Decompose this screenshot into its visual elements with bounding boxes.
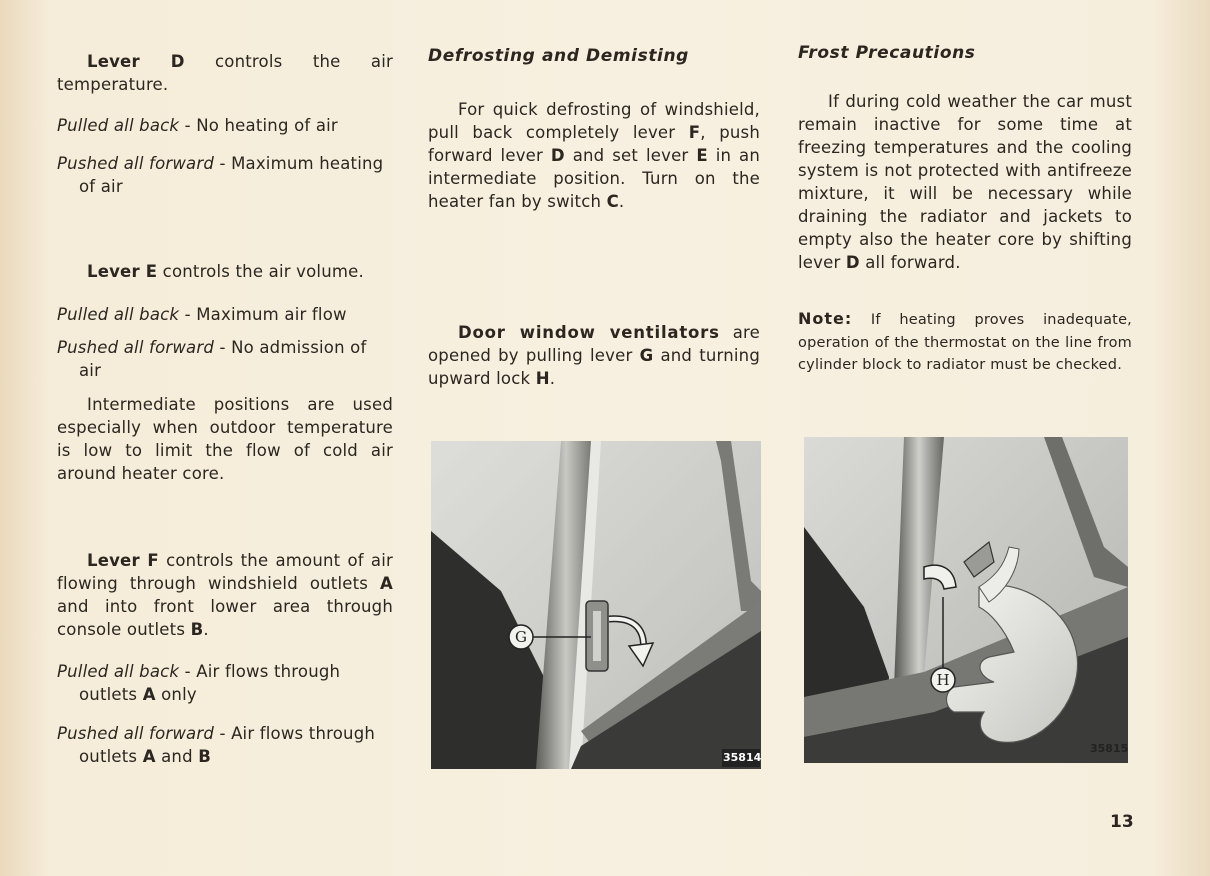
photo-h-number: 35815 <box>1090 742 1128 755</box>
page-number: 13 <box>1110 812 1134 832</box>
lever-f-forward-outlet-a: A <box>142 747 156 766</box>
lever-f-text-2: and into front lower area through console outlets <box>57 597 393 639</box>
column-middle <box>428 45 760 390</box>
column-left <box>57 50 393 768</box>
lever-f-back-label: Pulled all back <box>57 662 180 681</box>
callout-g-label: G <box>515 628 527 646</box>
ventilators-lock-h: H <box>535 369 550 388</box>
lever-f-label: Lever F <box>87 551 159 570</box>
lever-e-text: controls the air volume. <box>162 262 364 281</box>
column-right <box>798 42 1132 377</box>
lever-d-back <box>57 114 393 137</box>
defrost-text-1: For quick defrosting of windshield, pull back completely lever <box>428 100 760 142</box>
defrost-lever-e: E <box>696 146 708 165</box>
lever-d-forward-label: Pushed all forward <box>57 154 215 173</box>
lever-f-back-only: only <box>161 685 197 704</box>
defrost-text-4: in an intermediate position. Turn on the heater fan by switch <box>428 146 761 211</box>
note-label: Note: <box>798 309 853 328</box>
lever-e-forward-label: Pushed all forward <box>57 338 215 357</box>
lever-f-forward-outlet-b: B <box>198 747 212 766</box>
frost-text-1: If during cold weather the car must remain inactive for some time at freezing temperatures and the cooling system is not protected with antifreeze mixture, it will be necessary while draining the radiator and jackets to empty also the heater core by shifting lever <box>798 92 1132 272</box>
ventilators-text-3: . <box>549 369 556 388</box>
lever-e-label: Lever E <box>87 262 158 281</box>
intermediate-positions-paragraph: Intermediate positions are used especially when outdoor temperature is low to limit the flow of cold air around heater core. <box>57 395 393 483</box>
lever-f-forward-text: - Air flows through outlets <box>79 724 376 766</box>
lever-d-forward <box>57 152 393 198</box>
lever-d-back-text: - No heating of air <box>184 116 338 135</box>
defrost-lever-d: D <box>550 146 565 165</box>
lever-d-label: Lever D <box>87 52 185 71</box>
lever-d-back-label: Pulled all back <box>57 116 180 135</box>
ventilators-text-1: are opened by pulling lever <box>428 323 760 365</box>
lever-e-back-text: - Maximum air flow <box>184 305 347 324</box>
lever-f-back <box>57 660 393 706</box>
lever-d-text: controls the air temperature. <box>57 52 393 94</box>
lever-d-forward-text: - Maximum heating of air <box>79 154 384 196</box>
ventilators-bold: Door window ventilators <box>458 323 720 342</box>
note-paragraph <box>798 308 1132 377</box>
photo-lock-h-illustration <box>804 437 1128 763</box>
lever-e-back <box>57 303 393 326</box>
frost-precautions-heading: Frost Precautions <box>798 43 976 63</box>
ventilators-lever-g: G <box>639 346 654 365</box>
lever-f-forward <box>57 722 393 768</box>
lever-f-paragraph <box>57 549 393 641</box>
defrosting-heading: Defrosting and Demisting <box>428 46 689 66</box>
lever-e-forward <box>57 336 393 382</box>
lever-e-back-label: Pulled all back <box>57 305 180 324</box>
lever-f-forward-label: Pushed all forward <box>57 724 215 743</box>
lever-d-paragraph <box>57 50 393 96</box>
frost-lever-d: D <box>845 253 860 272</box>
defrosting-paragraph <box>428 98 760 213</box>
lever-f-end: . <box>203 620 209 639</box>
outlet-b-ref: B <box>190 620 204 639</box>
defrost-switch-c: C <box>606 192 619 211</box>
defrost-lever-f: F <box>688 123 701 142</box>
photo-lever-g <box>431 441 761 769</box>
defrost-text-5: . <box>618 192 625 211</box>
note-text: If heating proves inadequate, operation of the thermostat on the line from cylinder block to radiator must be checked. <box>798 312 1132 373</box>
lever-f-text-1: controls the amount of air flowing through windshield outlets <box>57 551 393 593</box>
frost-text-2: all forward. <box>865 253 961 272</box>
photo-g-number: 35814 <box>723 751 761 764</box>
photo-lock-h <box>804 437 1128 763</box>
frost-paragraph <box>798 90 1132 274</box>
lever-f-forward-and: and <box>161 747 193 766</box>
ventilators-text-2: and turning upward lock <box>428 346 760 388</box>
lever-f-back-outlet-a: A <box>142 685 156 704</box>
ventilators-paragraph <box>428 321 760 390</box>
lever-f-back-text: - Air flows through outlets <box>79 662 341 704</box>
defrost-text-3: and set lever <box>572 146 689 165</box>
lever-e-forward-text: - No admission of air <box>79 338 367 380</box>
callout-h-label: H <box>936 671 950 689</box>
photo-lever-g-illustration <box>431 441 761 769</box>
defrost-text-2: , push forward lever <box>428 123 760 165</box>
outlet-a-ref: A <box>380 574 393 593</box>
lever-e-paragraph <box>57 260 393 283</box>
